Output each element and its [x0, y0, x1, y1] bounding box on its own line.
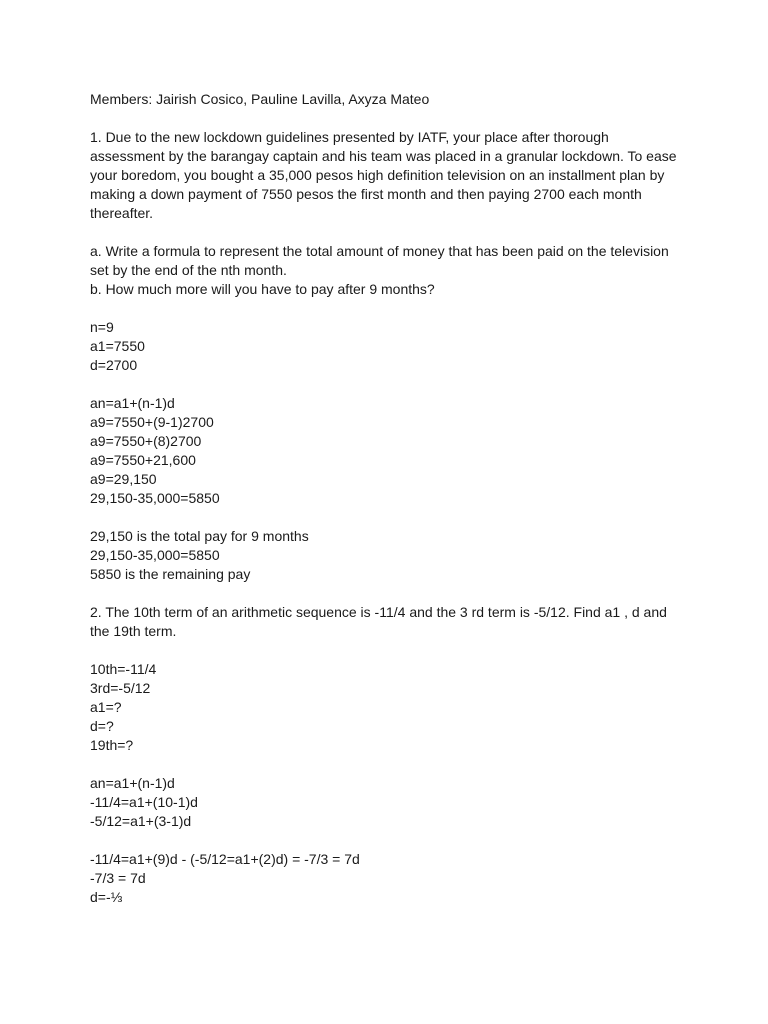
setup-line: an=a1+(n-1)d: [90, 775, 175, 791]
question-1-line: thereafter.: [90, 205, 154, 221]
solution-line: a9=7550+(8)2700: [90, 433, 202, 449]
given-line: d=?: [90, 718, 114, 734]
question-2-work: [90, 850, 680, 907]
question-1-solution: [90, 394, 680, 508]
question-2-setup: [90, 774, 680, 831]
setup-line: -11/4=a1+(10-1)d: [90, 794, 198, 810]
solution-line: a9=7550+21,600: [90, 452, 196, 468]
question-2-line: the 19th term.: [90, 623, 177, 639]
solution-line: 29,150-35,000=5850: [90, 490, 220, 506]
work-line: -11/4=a1+(9)d - (-5/12=a1+(2)d) = -7/3 = 7d: [90, 851, 360, 867]
question-2-prompt: [90, 603, 680, 641]
question-1-line: assessment by the barangay captain and his team was placed in a granular lockdown. To ease: [90, 148, 677, 164]
work-line: d=-⅓: [90, 889, 123, 905]
given-line: 19th=?: [90, 737, 134, 753]
given-line: 3rd=-5/12: [90, 680, 151, 696]
part-b-line: b. How much more will you have to pay after 9 months?: [90, 281, 435, 297]
conclusion-line: 29,150 is the total pay for 9 months: [90, 528, 309, 544]
solution-line: a9=7550+(9-1)2700: [90, 414, 214, 430]
question-1-givens: [90, 318, 680, 375]
given-line: 10th=-11/4: [90, 661, 157, 677]
question-1-line: your boredom, you bought a 35,000 pesos high definition television on an installment plan by: [90, 167, 665, 183]
document-page: [90, 90, 680, 907]
part-a-line: a. Write a formula to represent the total amount of money that has been paid on the television: [90, 243, 669, 259]
work-line: -7/3 = 7d: [90, 870, 146, 886]
part-a-line: set by the end of the nth month.: [90, 262, 287, 278]
question-1-parts: [90, 242, 680, 299]
setup-line: -5/12=a1+(3-1)d: [90, 813, 192, 829]
conclusion-line: 5850 is the remaining pay: [90, 566, 251, 582]
given-line: n=9: [90, 319, 114, 335]
given-line: a1=7550: [90, 338, 145, 354]
question-1-prompt: [90, 128, 680, 223]
solution-line: a9=29,150: [90, 471, 157, 487]
given-line: a1=?: [90, 699, 122, 715]
given-line: d=2700: [90, 357, 138, 373]
question-1-line: 1. Due to the new lockdown guidelines presented by IATF, your place after thorough: [90, 129, 609, 145]
question-1-conclusion: [90, 527, 680, 584]
solution-line: an=a1+(n-1)d: [90, 395, 175, 411]
members-line: Members: Jairish Cosico, Pauline Lavilla, Axyza Mateo: [90, 91, 430, 107]
question-2-givens: [90, 660, 680, 755]
question-2-line: 2. The 10th term of an arithmetic sequence is -11/4 and the 3 rd term is -5/12. Find a1 , d and: [90, 604, 667, 620]
conclusion-line: 29,150-35,000=5850: [90, 547, 220, 563]
question-1-line: making a down payment of 7550 pesos the first month and then paying 2700 each month: [90, 186, 642, 202]
